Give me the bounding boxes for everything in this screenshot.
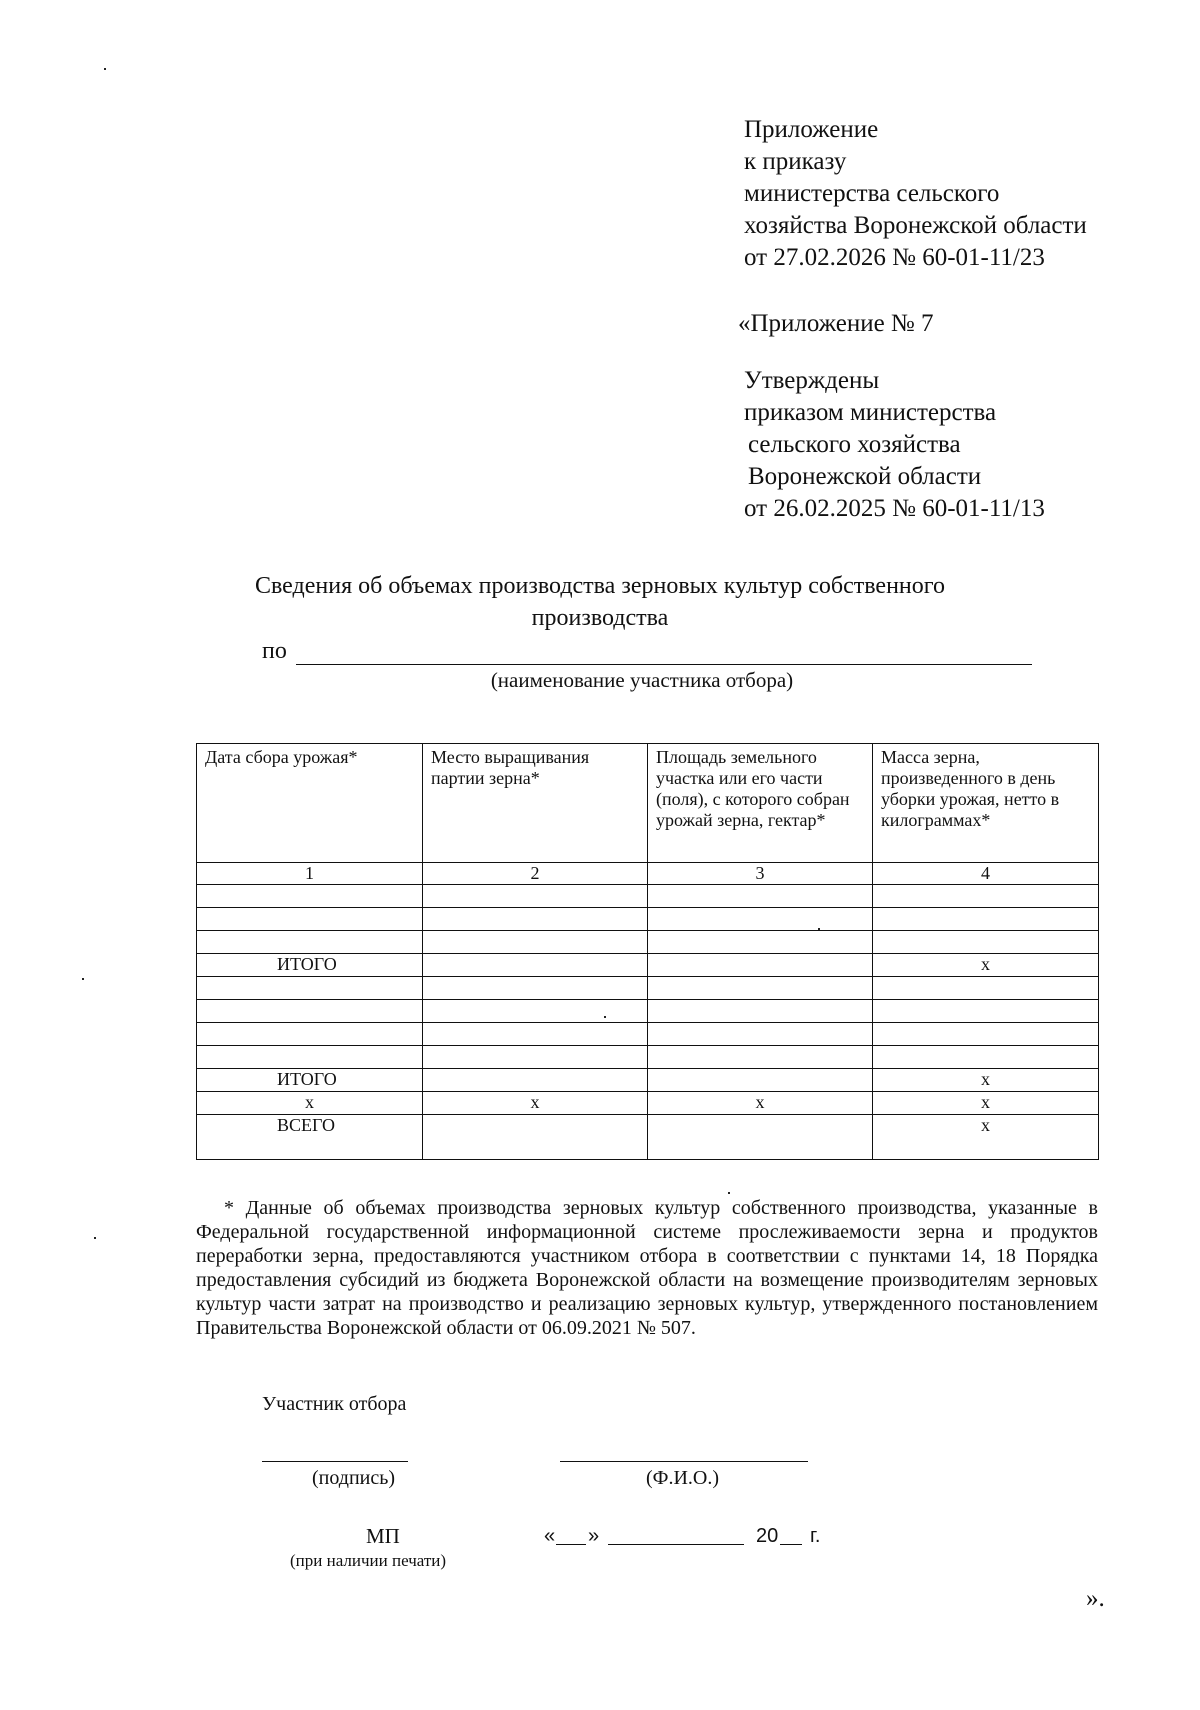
table-cell[interactable] bbox=[423, 885, 648, 908]
approved-line-4: Воронежской области bbox=[748, 463, 982, 490]
table-row bbox=[197, 977, 1099, 1000]
itogo-row bbox=[197, 954, 1099, 977]
x-mark: x bbox=[873, 954, 1099, 977]
table-cell[interactable] bbox=[423, 1115, 648, 1160]
table-cell[interactable] bbox=[648, 1115, 873, 1160]
header-cultivation-place: Место выращивания партии зерна* bbox=[423, 744, 648, 863]
table-row bbox=[197, 931, 1099, 954]
footnote-text: * Данные об объемах производства зерновых культур собственного производства, указанные в Федеральной государственной информационной системе прослеживаемости зерна и продуктов переработки зерна, предоставляются участником отбора в соответствии с пунктами 14, 18 Порядка предоставления субсидий из бюджета Воронежской области на возмещение производителям зерновых культур части затрат на производство и реализацию зерновых культур, утвержденного постановлением Правительства Воронежской области от 06.09.2021 № 507. bbox=[196, 1197, 1098, 1339]
fio-line bbox=[560, 1461, 808, 1462]
table-cell[interactable] bbox=[197, 931, 423, 954]
table-cell[interactable] bbox=[648, 931, 873, 954]
itogo-row bbox=[197, 1069, 1099, 1092]
header-grain-mass: Масса зерна, произведенного в день уборки урожая, нетто в килограммах* bbox=[873, 744, 1099, 863]
column-number: 2 bbox=[423, 863, 648, 885]
header-line-2: к приказу bbox=[744, 148, 847, 175]
table-cell[interactable] bbox=[423, 1046, 648, 1069]
scan-speck bbox=[104, 68, 106, 70]
participant-name-line bbox=[296, 664, 1032, 665]
itogo-label: ИТОГО bbox=[197, 1069, 423, 1092]
x-mark: x bbox=[873, 1069, 1099, 1092]
column-number-row bbox=[197, 863, 1099, 885]
x-mark: x bbox=[423, 1092, 648, 1115]
approved-line-3: сельского хозяйства bbox=[748, 431, 961, 458]
table-cell[interactable] bbox=[197, 885, 423, 908]
x-mark: x bbox=[648, 1092, 873, 1115]
table-cell[interactable] bbox=[648, 1046, 873, 1069]
table-row bbox=[197, 1000, 1099, 1023]
date-day-line[interactable] bbox=[556, 1544, 586, 1545]
table-cell[interactable] bbox=[648, 977, 873, 1000]
table-cell[interactable] bbox=[873, 885, 1099, 908]
participant-label: Участник отбора bbox=[262, 1393, 407, 1415]
date-year-line[interactable] bbox=[780, 1544, 802, 1545]
vsego-row bbox=[197, 1115, 1099, 1160]
table-cell[interactable] bbox=[648, 954, 873, 977]
header-line-4: хозяйства Воронежской области bbox=[744, 212, 1087, 239]
x-row bbox=[197, 1092, 1099, 1115]
column-number: 4 bbox=[873, 863, 1099, 885]
appendix-label: «Приложение № 7 bbox=[738, 310, 934, 337]
table-cell[interactable] bbox=[648, 885, 873, 908]
table-cell[interactable] bbox=[423, 1000, 648, 1023]
table-cell[interactable] bbox=[873, 1023, 1099, 1046]
x-mark: x bbox=[873, 1092, 1099, 1115]
header-line-5: от 27.02.2026 № 60-01-11/23 bbox=[744, 244, 1045, 271]
table-cell[interactable] bbox=[648, 1069, 873, 1092]
table-cell[interactable] bbox=[423, 977, 648, 1000]
table-cell[interactable] bbox=[423, 908, 648, 931]
date-month-line[interactable] bbox=[608, 1544, 744, 1545]
table-cell[interactable] bbox=[197, 908, 423, 931]
table-cell[interactable] bbox=[423, 931, 648, 954]
approved-line-1: Утверждены bbox=[744, 367, 880, 394]
table-cell[interactable] bbox=[648, 908, 873, 931]
approved-line-5: от 26.02.2025 № 60-01-11/13 bbox=[744, 495, 1045, 522]
table-cell[interactable] bbox=[873, 1046, 1099, 1069]
scan-speck bbox=[604, 1016, 606, 1018]
table-cell[interactable] bbox=[423, 1023, 648, 1046]
closing-quote: ». bbox=[1086, 1585, 1105, 1612]
fio-caption: (Ф.И.О.) bbox=[646, 1467, 720, 1489]
header-field-area: Площадь земельного участка или его части (поля), с которого собран урожай зерна, гектар* bbox=[648, 744, 873, 863]
x-mark: x bbox=[197, 1092, 423, 1115]
header-line-3: министерства сельского bbox=[744, 180, 1000, 207]
table-cell[interactable] bbox=[197, 1023, 423, 1046]
year-suffix: г. bbox=[810, 1525, 821, 1547]
table-cell[interactable] bbox=[197, 1046, 423, 1069]
table-cell[interactable] bbox=[873, 977, 1099, 1000]
participant-caption: (наименование участника отбора) bbox=[490, 668, 794, 692]
year-prefix: 20 bbox=[756, 1525, 779, 1547]
signature-line bbox=[262, 1461, 408, 1462]
document-title-line-1: Сведения об объемах производства зерновых культур собственного bbox=[254, 573, 945, 599]
table-row bbox=[197, 1023, 1099, 1046]
date-open-quote: « bbox=[544, 1525, 556, 1547]
column-number: 3 bbox=[648, 863, 873, 885]
table-cell[interactable] bbox=[873, 1000, 1099, 1023]
signature-caption: (подпись) bbox=[312, 1467, 396, 1489]
table-cell[interactable] bbox=[423, 954, 648, 977]
harvest-table bbox=[196, 743, 1099, 1160]
approved-line-2: приказом министерства bbox=[744, 399, 997, 426]
date-close-quote: » bbox=[588, 1525, 600, 1547]
table-cell[interactable] bbox=[648, 1023, 873, 1046]
table-row bbox=[197, 908, 1099, 931]
table-cell[interactable] bbox=[423, 1069, 648, 1092]
header-harvest-date: Дата сбора урожая* bbox=[197, 744, 423, 863]
po-label: по bbox=[262, 638, 287, 664]
header-line-1: Приложение bbox=[744, 116, 879, 143]
scan-speck bbox=[728, 1192, 730, 1194]
table-row bbox=[197, 1046, 1099, 1069]
table-cell[interactable] bbox=[873, 908, 1099, 931]
mp-label: МП bbox=[366, 1524, 400, 1548]
column-number: 1 bbox=[197, 863, 423, 885]
vsego-label: ВСЕГО bbox=[197, 1115, 423, 1160]
document-title-line-2: производства bbox=[531, 605, 669, 631]
table-row bbox=[197, 885, 1099, 908]
table-cell[interactable] bbox=[197, 1000, 423, 1023]
table-header-row bbox=[197, 744, 1099, 863]
x-mark: x bbox=[873, 1115, 1099, 1160]
scan-speck bbox=[818, 928, 820, 930]
scan-speck bbox=[94, 1237, 96, 1239]
scan-speck bbox=[82, 978, 84, 980]
table-cell[interactable] bbox=[197, 977, 423, 1000]
itogo-label: ИТОГО bbox=[197, 954, 423, 977]
table-cell[interactable] bbox=[648, 1000, 873, 1023]
table-cell[interactable] bbox=[873, 931, 1099, 954]
mp-note: (при наличии печати) bbox=[290, 1551, 447, 1570]
